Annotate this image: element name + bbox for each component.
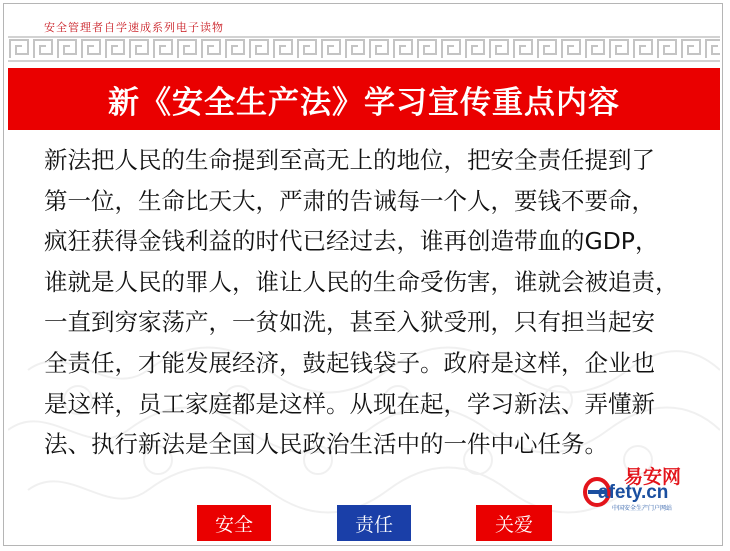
tab-label: 关爱 [494,513,533,536]
body-text [44,140,700,465]
series-title: 安全管理者自学速成系列电子读物 [44,21,224,34]
body-line: 疯狂获得金钱利益的时代已经过去，谁再创造带血的GDP， [44,227,659,256]
body-line: 是这样，员工家庭都是这样。从现在起，学习新法、弄懂新 [44,389,655,418]
title-bar [8,68,720,130]
page-title: 新《安全生产法》学习宣传重点内容 [108,84,620,121]
logo-tagline: 中国安全生产门户网站 [612,505,673,512]
tab-label: 责任 [354,513,393,536]
tab-safety[interactable] [197,505,271,541]
body-line: 法、执行新法是全国人民政治生活中的一件中心任务。 [44,430,608,459]
body-line: 谁就是人民的罪人，谁让人民的生命受伤害，谁就会被追责， [44,267,679,296]
tab-care[interactable] [476,505,552,541]
body-line: 一直到穷家荡产，一贫如洗，甚至入狱受刑，只有担当起安 [44,308,655,337]
fret-border-decoration [8,36,720,62]
bottom-tabs [0,505,730,541]
body-line: 新法把人民的生命提到至高无上的地位，把安全责任提到了 [44,146,655,174]
tab-label: 安全 [214,513,253,536]
tab-responsibility[interactable] [337,505,411,541]
logo-chinese-name: 易安网 [624,466,682,488]
logo-domain: afety.cn [598,482,669,503]
body-line: 第一位，生命比天大，严肃的告诫每一个人，要钱不要命， [44,186,655,215]
body-line: 全责任，才能发展经济，鼓起钱袋子。政府是这样，企业也 [44,348,655,377]
